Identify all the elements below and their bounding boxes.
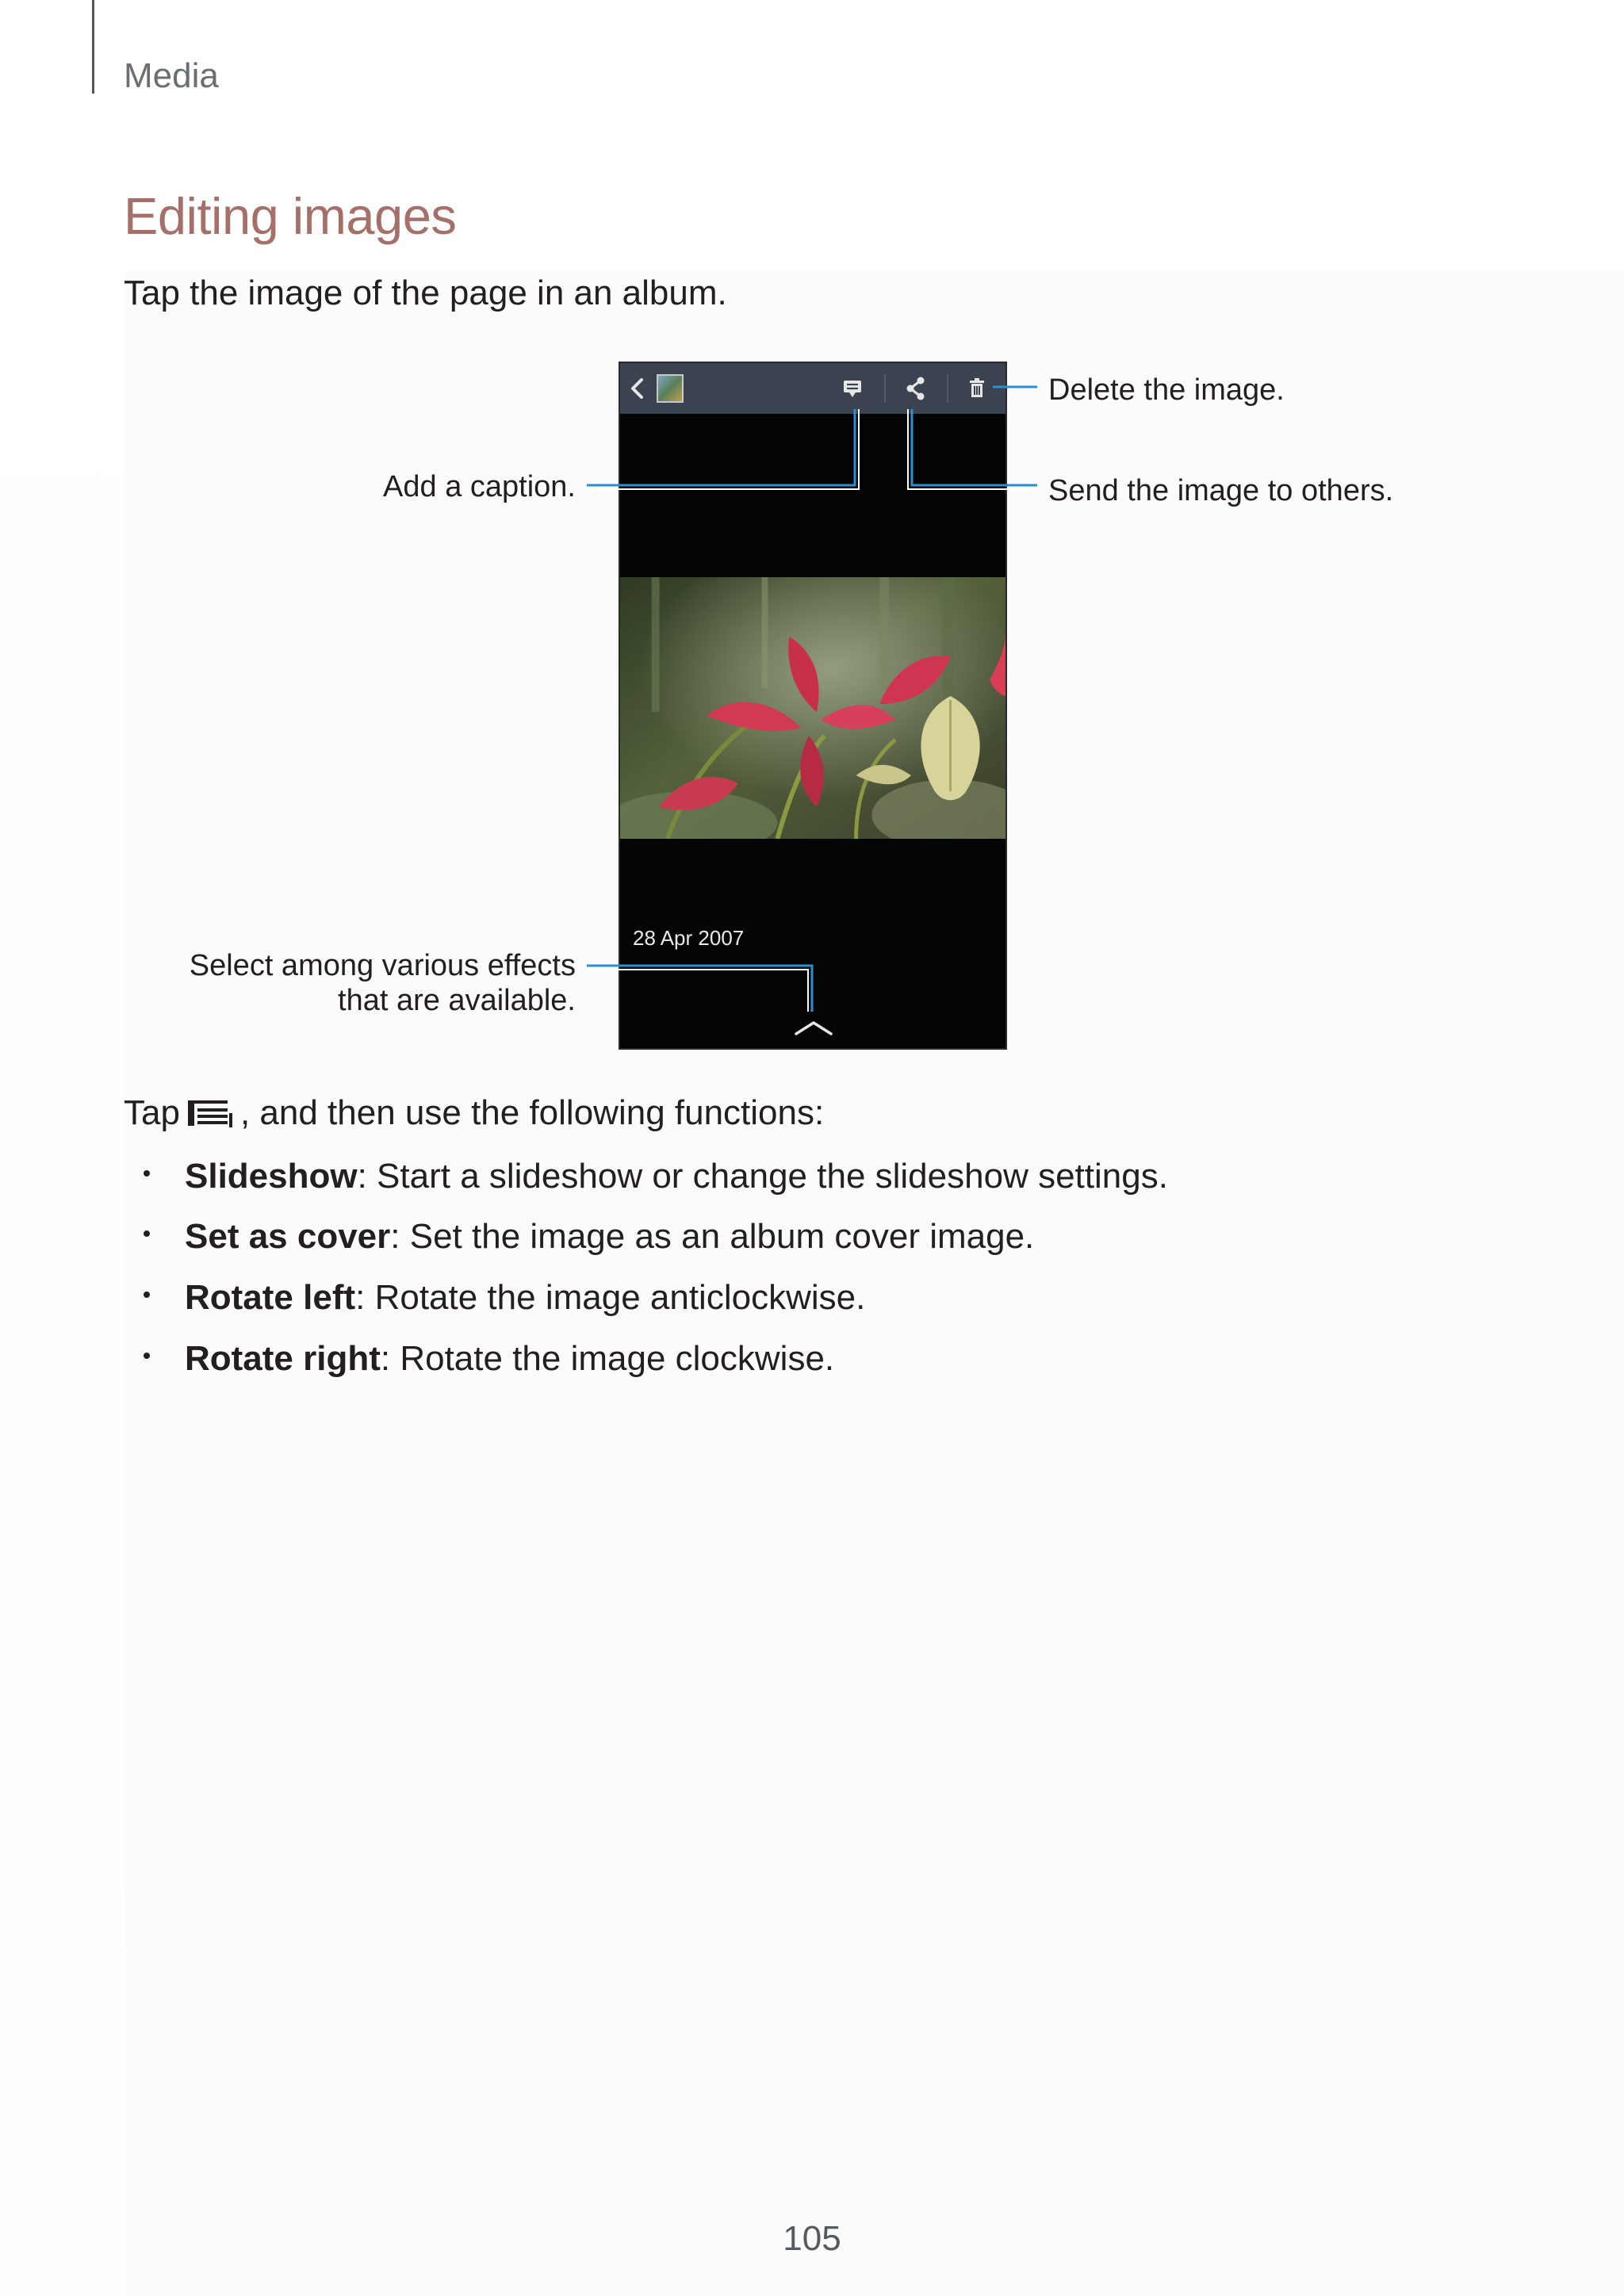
function-term: Rotate left	[185, 1278, 356, 1317]
photo-date: 28 Apr 2007	[633, 926, 745, 950]
tap-rest: , and then use the following functions:	[239, 1093, 825, 1132]
callout-effects-line2: that are available.	[338, 984, 576, 1018]
function-term: Slideshow	[185, 1157, 358, 1196]
action-bar-separator	[884, 374, 886, 403]
bullet-dot	[144, 1230, 150, 1237]
callout-delete: Delete the image.	[1048, 373, 1285, 407]
function-term: Set as cover	[185, 1217, 391, 1256]
function-desc: : Rotate the image anticlockwise.	[355, 1278, 866, 1317]
page-number: 105	[783, 2219, 841, 2258]
phone-screenshot	[619, 362, 1007, 1050]
function-term: Rotate right	[185, 1339, 381, 1378]
caption-icon[interactable]	[838, 374, 867, 403]
bullet-dot	[144, 1170, 150, 1177]
tap-instruction	[124, 1093, 825, 1132]
bullet-dot	[144, 1353, 150, 1359]
page-title: Editing images	[124, 187, 457, 245]
tap-word: Tap	[124, 1093, 180, 1132]
action-bar-separator	[947, 374, 948, 403]
bullet-dot	[144, 1292, 150, 1298]
share-icon[interactable]	[902, 374, 930, 403]
header-rule	[92, 0, 94, 94]
callout-effects	[159, 948, 576, 1018]
back-icon[interactable]	[626, 375, 649, 402]
function-desc: : Rotate the image clockwise.	[380, 1339, 835, 1378]
album-thumbnail[interactable]	[657, 374, 684, 403]
callout-effects-line1: Select among various effects	[189, 949, 576, 982]
function-desc: : Set the image as an album cover image.	[390, 1217, 1035, 1256]
chevron-up-icon[interactable]	[791, 1015, 836, 1039]
menu-icon	[186, 1097, 237, 1129]
callout-send: Send the image to others.	[1048, 474, 1394, 507]
delete-icon[interactable]	[963, 374, 991, 403]
album-photo	[620, 577, 1005, 839]
callout-caption: Add a caption.	[383, 470, 576, 503]
phone-action-bar	[620, 363, 1005, 414]
function-desc: : Start a slideshow or change the slideshow settings.	[357, 1157, 1168, 1196]
intro-text: Tap the image of the page in an album.	[124, 274, 727, 312]
section-label: Media	[124, 56, 219, 95]
